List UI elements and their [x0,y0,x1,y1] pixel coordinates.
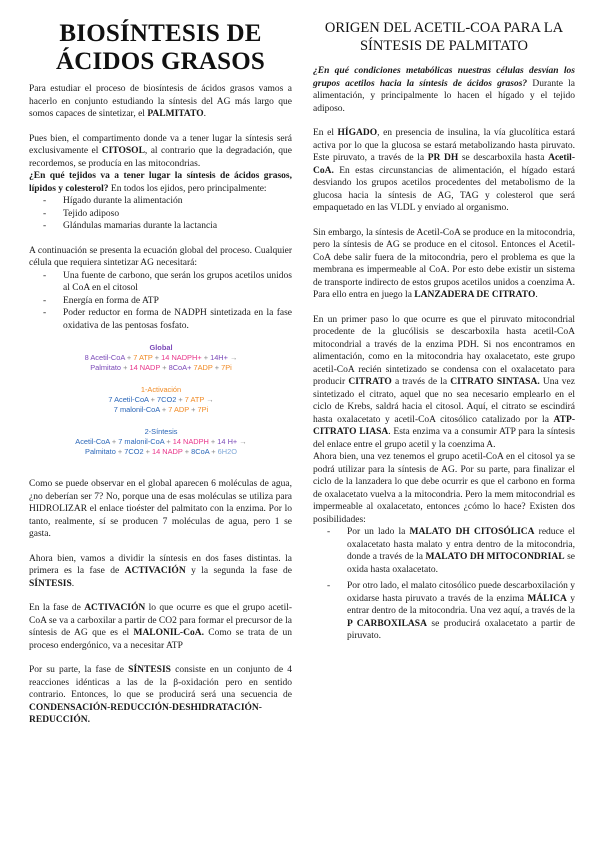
equation-term: → [236,437,247,446]
right-column [313,0,575,643]
global-title: Global [149,343,172,352]
activation-title: 1-Activación [140,385,181,394]
equation-term: + [143,447,152,456]
equation-term: + [120,363,129,372]
equation-figure [41,340,281,472]
equation-term: + [182,447,191,456]
main-title: BIOSÍNTESIS DE ÁCIDOS GRASOS [56,20,265,75]
synthesis-sequence: CONDENSACIÓN-REDUCCIÓN-DESHIDRATACIÓN-REDUCCIÓN. [29,702,262,725]
list-item: - Por un lado la MALATO DH CITOSÓLICA reduce el oxalacetato hasta malato y entra dentro de la mitocondria, donde a través de la MALATO DH MITOCONDRIAL se oxida hasta oxalacetato. [327,526,575,576]
list-item: - Energía en forma de ATP [43,295,292,308]
equation-term: 7 ATP [184,395,204,404]
equation-term: + [201,353,210,362]
equation-term: + [124,353,133,362]
equation-term: + [208,437,217,446]
equation-term: Acetil-CoA [74,437,110,446]
equation-term: → [227,353,237,362]
equation-term: + [115,447,124,456]
tissues-list [29,195,292,233]
activation-line-1 [108,395,213,404]
synthesis-line-2 [85,447,237,456]
equation-term: 7Pi [197,405,208,414]
equation-term: + [159,405,168,414]
equation-term: 8 Acetil-CoA [84,353,125,362]
list-item: - Glándulas mamarias durante la lactancia [43,220,292,233]
equation-term: 14 NADPH [172,437,209,446]
synthesis-title: 2-Síntesis [144,427,177,436]
equation-term: 8CoA [190,447,209,456]
equation-term: + [148,395,157,404]
list-item: - Tejido adiposo [43,208,292,221]
section-title: ORIGEN DEL ACETIL-COA PARA LA SÍNTESIS DE PALMITATO [324,20,564,54]
oxaloacetate-paragraph: Ahora bien, una vez tenemos el grupo acetil-CoA en el citosol ya se podrá utilizar para la síntesis de AG. Por su parte, para finalizar el ciclo de la lanzadera lo que debe ocurrir es que el carbono en forma de oxalacetato vuelva a la mitocondria. Pero la mem mitocondrial es impermeable al oxalacetato, entonces ¿cómo lo hace? Existen dos posibilidades: [313,452,575,525]
requirements-paragraph: A continuación se presenta la ecuación global del proceso. Cualquier célula que requiera sintetizar AG necesitará: [29,245,292,268]
equation-term: 14 NADP [128,363,160,372]
activation-paragraph: En la fase de ACTIVACIÓN lo que ocurre es que el grupo acetil-CoA se va a carboxilar a partir de CO2 para formar el precursor de la síntesis de AG que es el MALONIL-CoA. Como se trata de un proceso endergónico, va a necesitar ATP [29,603,293,651]
compartment-paragraph: Pues bien, el compartimento donde va a tener lugar la síntesis será exclusivamente el CITOSOL, al contrario que la degradación, que recordemos, se producía en las mitocondrias. [29,133,292,169]
options-list [313,526,575,643]
conditions-question: ¿En qué condiciones metabólicas nuestras células desvían los grupos acetilos hacia la síntesis de ácidos grasos? Durante la alimentación, y principalmente lo hacen el hígado y el tejido adiposo. [313,66,576,114]
equation-term: 14 NADPH+ [160,353,202,362]
equation-term: + [163,437,173,446]
equation-term: + [109,437,118,446]
equation-term: + [188,405,198,414]
water-paragraph: Como se puede observar en el global aparecen 6 moléculas de agua, ¿no deberían ser 7? No, porque una de esas moléculas se utiliza para HIDROLIZAR el enlace tioéster del palmitato con la enzima. Por lo tanto, realmente, sí se producen 7 moléculas de agua, pero 1 se gasta. [29,479,292,539]
equation-term: 7CO2 [156,395,176,404]
equation-term: 7 ADP [167,405,189,414]
synthesis-paragraph: Por su parte, la fase de SÍNTESIS consiste en un conjunto de 4 reacciones idénticas a las de la β-oxidación pero en sentido contrario. Entonces, lo que se producirá será una secuencia de [29,665,292,700]
equation-term: 6H2O [217,447,237,456]
requirements-list [29,270,292,333]
activation-line-2 [113,405,208,414]
global-line-1 [84,353,237,362]
equation-term: + [212,363,221,372]
equation-term: 7Pi [220,363,232,372]
list-item: - Por otro lado, el malato citosólico puede descarboxilación y oxidarse hasta piruvato a través de la enzima MÁLICA y entrar dentro de la mitocondria. Una vez aquí, a través de la P CARBOXILASA se producirá oxalacetato a partir de piruvato. [327,580,575,643]
shuttle-paragraph: Sin embargo, la síntesis de Acetil-CoA se produce en la mitocondria, pero la síntesis de AG se produce en el citosol. Entonces el Acetil-CoA debe salir fuera de la mitocondria, pero el problema es que la membrana es impermeable al CoA. Por esto debe existir un sistema de transporte indirecto de estos grupos acetilos unidos a coenzima A. Para ello entra en juego la LANZADERA DE CITRATO. [313,227,575,300]
equation-term: 14 H+ [216,437,237,446]
equation-term: 7 malonil-CoA [117,437,164,446]
list-item: - Hígado durante la alimentación [43,195,292,208]
equation-term: 14H+ [209,353,228,362]
equation-term: + [152,353,161,362]
equation-term: → [203,395,214,404]
liver-paragraph: En el HÍGADO, en presencia de insulina, la vía glucolítica estará activa por lo que la glucosa se estará metabolizando hasta piruvato. Este piruvato, a través de la PR DH se descarboxila hasta Acetil-CoA. En estas circunstancias de alimentación, el hígado estará desviando los grupos acetilos procedentes del metabolismo de la glucosa hacia la síntesis de AG, TAG y colesterol que será empaquetado en las VLDL y enviado al organismo. [313,128,575,213]
equation-term: 8CoA+ [168,363,191,372]
equation-term: + [159,363,169,372]
synthesis-line-1 [75,437,246,446]
equation-term: Palmitato [89,363,121,372]
equation-term: + [208,447,218,456]
tissues-question: ¿En qué tejidos va a tener lugar la síntesis de ácidos grasos, lípidos y colesterol? En todos los ejidos, pero principalmente: [29,171,292,194]
equation-term: 7ADP [192,363,213,372]
phases-paragraph: Ahora bien, vamos a dividir la síntesis en dos fases distintas. la primera es la fase de ACTIVACIÓN y la segunda la fase de SÍNTESIS. [29,553,292,589]
list-item: - Una fuente de carbono, que serán los grupos acetilos unidos al CoA en el citosol [43,270,292,295]
equation-term: 7 malonil-CoA [113,405,160,414]
equation-term: Palmitato [84,447,116,456]
equation-term: 7 ATP [132,353,153,362]
equation-term: + [175,395,185,404]
list-item: - Poder reductor en forma de NADPH sintetizada en la fase oxidativa de las pentosas fosfato. [43,307,292,332]
equation-term: 7 Acetil-CoA [107,395,149,404]
left-column [29,0,292,727]
equation-term: 14 NADP [151,447,183,456]
citrate-paragraph: En un primer paso lo que ocurre es que el piruvato mitocondrial procedente de la glucólisis se descarboxila hasta acetil-CoA mitocondrial a través de la enzima PDH. Si nos encontramos en alimentación, como en la mitocondria hay oxalacetato, este grupo acetil-CoA recién sintetizado se condensa con el oxalacetato para producir CITRATO a través de la CITRATO SINTASA. Una vez sintetizado el citrato, aquel que no sea necesario emplearlo en el ciclo de Krebs, saldrá hacia el citosol. Aquí, el citrato se escindirá hasta oxalacetato y acetil-CoA citosólico catalizado por la ATP-CITRATO LIASA. Esta enzima va a consumir ATP para la síntesis del enlace entre el grupo acetil y la coenzima A. [313,314,575,450]
equation-term: 7CO2 [123,447,144,456]
global-line-2 [90,363,232,372]
intro-paragraph: Para estudiar el proceso de biosíntesis de ácidos grasos vamos a hacerlo en conjunto estudiando la síntesis del AG más largo que somos capaces de sintetizar, el PALMITATO. [29,84,292,119]
